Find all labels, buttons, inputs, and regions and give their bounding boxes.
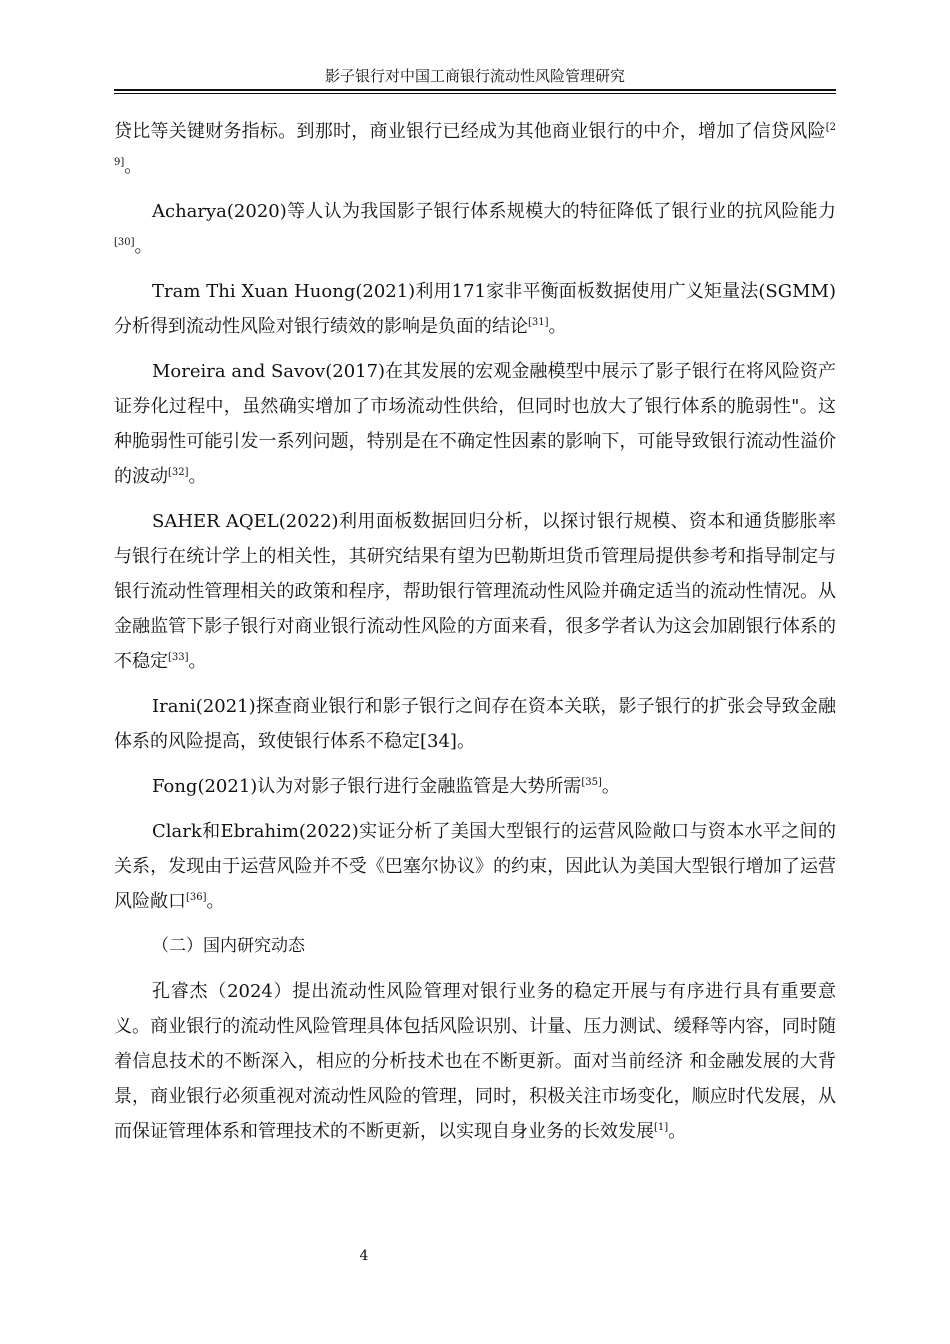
citation: [33] xyxy=(168,652,189,663)
paragraph-moreira: Moreira and Savov(2017)在其发展的宏观金融模型中展示了影子银行在将风险资产证券化过程中，虽然确实增加了市场流动性供给，但同时也放大了银行体系的脆弱性"。这种脆弱性可能引发一系列问题，特别是在不确定性因素的影响下，可能导致银行流动性溢价的波动[32]。 xyxy=(114,361,836,487)
header-rule-thick xyxy=(114,89,836,91)
paragraph-kong: 孔睿杰（2024）提出流动性风险管理对银行业务的稳定开展与有序进行具有重要意义。商业银行的流动性风险管理具体包括风险识别、计量、压力测试、缓释等内容，同时随着信息技术的不断深入，相应的分析技术也在不断更新。面对当前经济 和金融发展的大背景，商业银行必须重视对流动性风险的管理，同时，积极关注市场变化，顺应时代发展，从而保证管理体系和管理技术的不断更新，以实现自身业务的长效发展[1]。 xyxy=(114,981,836,1142)
citation: [35] xyxy=(581,777,602,788)
page-body xyxy=(114,114,836,1159)
paragraph-fong: Fong(2021)认为对影子银行进行金融监管是大势所需[35]。 xyxy=(152,776,620,797)
paragraph-aqel: SAHER AQEL(2022)利用面板数据回归分析，以探讨银行规模、资本和通货膨胀率与银行在统计学上的相关性，其研究结果有望为巴勒斯坦货币管理局提供参考和指导制定与银行流动性管理相关的政策和程序，帮助银行管理流动性风险并确定适当的流动性情况。从金融监管下影子银行对商业银行流动性风险的方面来看，很多学者认为这会加剧银行体系的不稳定[33]。 xyxy=(114,511,836,672)
citation: [31] xyxy=(528,317,549,328)
citation: [32] xyxy=(168,467,189,478)
running-header: 影子银行对中国工商银行流动性风险管理研究 xyxy=(324,67,625,85)
paragraph-huong: Tram Thi Xuan Huong(2021)利用171家非平衡面板数据使用广义矩量法(SGMM)分析得到流动性风险对银行绩效的影响是负面的结论[31]。 xyxy=(114,281,836,337)
paragraph-continuation: 贷比等关键财务指标。到那时，商业银行已经成为其他商业银行的中介，增加了信贷风险[29]。 xyxy=(114,121,836,177)
citation: [30] xyxy=(114,237,135,248)
page-number: 4 xyxy=(359,1248,369,1264)
section-heading: （二）国内研究动态 xyxy=(152,936,305,956)
paragraph-acharya: Acharya(2020)等人认为我国影子银行体系规模大的特征降低了银行业的抗风险能力[30]。 xyxy=(114,201,836,257)
citation: [36] xyxy=(186,892,207,903)
citation: [1] xyxy=(654,1122,669,1133)
paragraph-irani: Irani(2021)探查商业银行和影子银行之间存在资本关联，影子银行的扩张会导致金融体系的风险提高，致使银行体系不稳定[34]。 xyxy=(114,696,836,752)
header-rule-thin xyxy=(114,93,836,94)
citation: [29] xyxy=(114,122,836,168)
paragraph-clark: Clark和Ebrahim(2022)实证分析了美国大型银行的运营风险敞口与资本水平之间的关系，发现由于运营风险并不受《巴塞尔协议》的约束，因此认为美国大型银行增加了运营风险敞口[36]。 xyxy=(114,821,836,912)
